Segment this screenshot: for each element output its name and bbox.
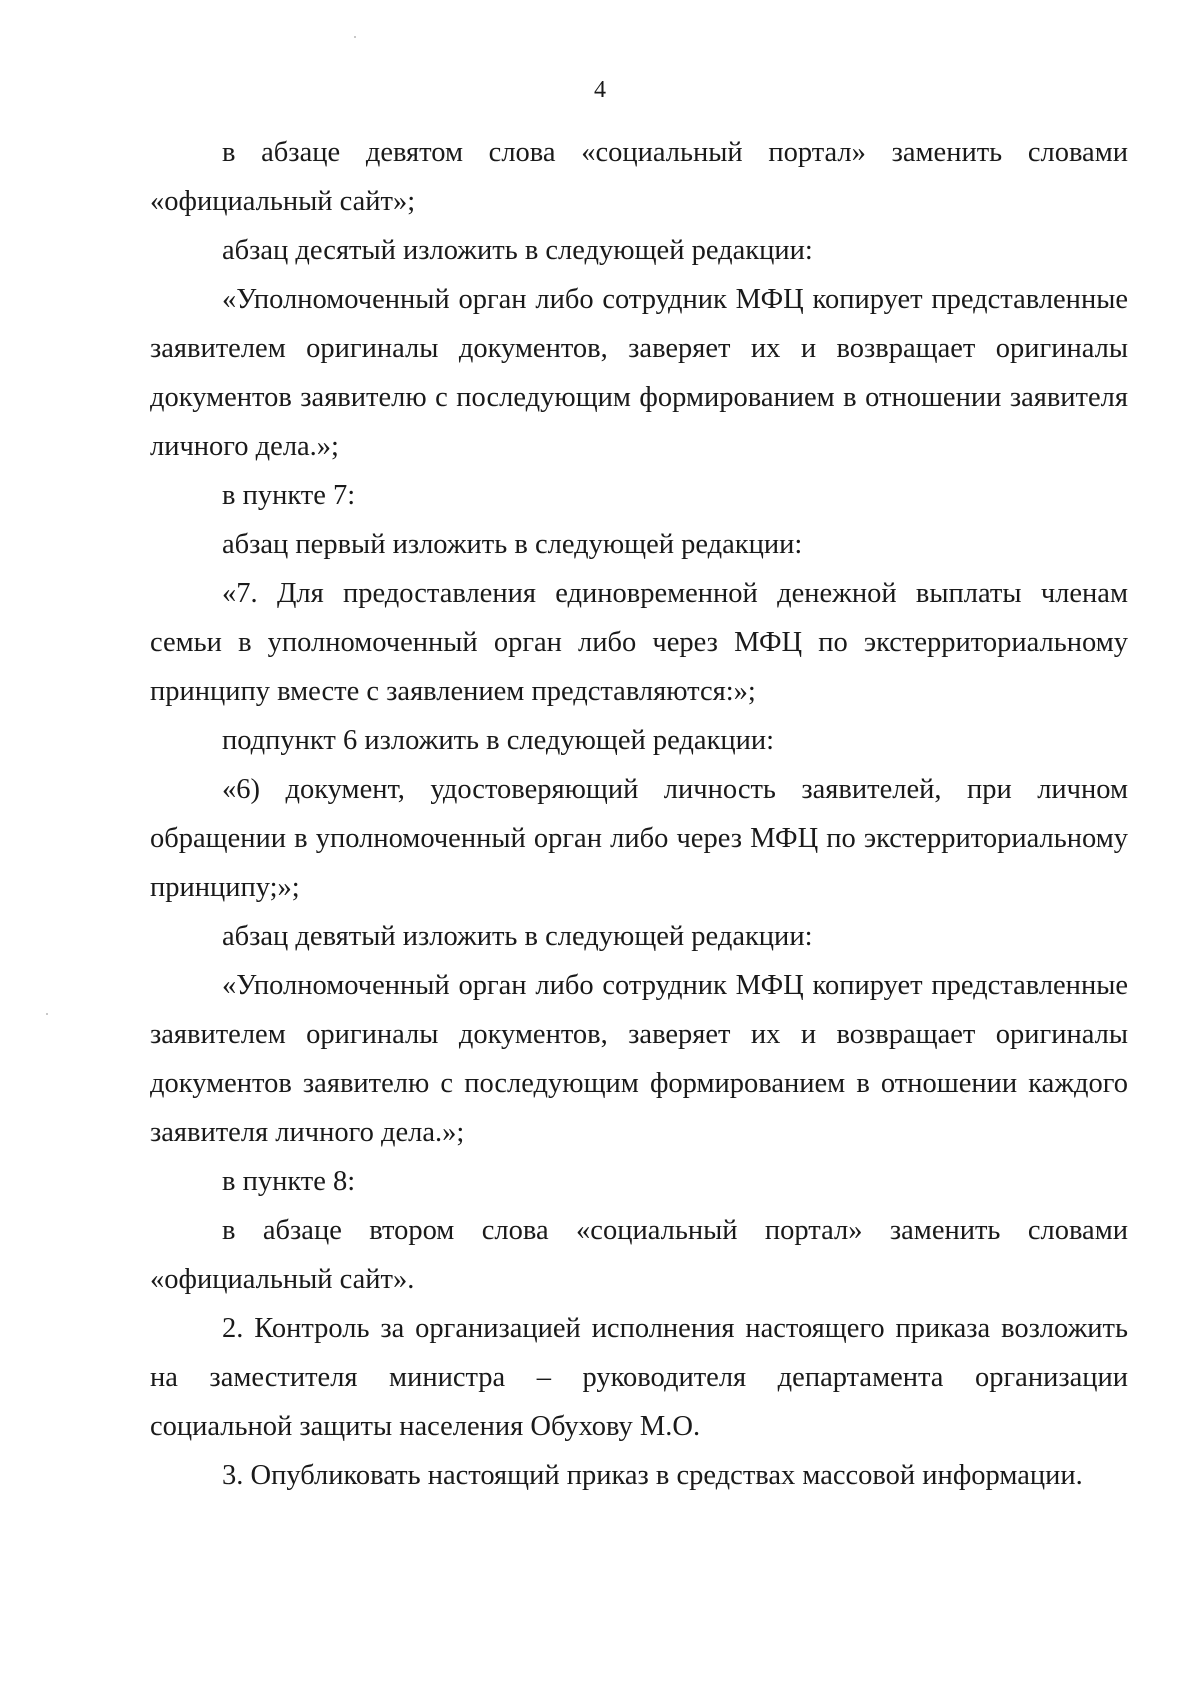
scan-speck-top <box>354 36 356 38</box>
paragraph-item-3-publish: 3. Опубликовать настоящий приказ в средствах массовой информации. <box>222 1460 1083 1491</box>
paragraph-tenth-subparagraph-intro: абзац десятый изложить в следующей редакции: <box>222 235 813 266</box>
paragraph-ninth-subparagraph-intro: абзац девятый изложить в следующей редакции: <box>222 921 813 952</box>
scan-speck-left <box>46 1013 48 1015</box>
paragraph-amend-ninth-subparagraph: в абзаце девятом слова «социальный портал» заменить словами «официальный сайт»; <box>150 137 1128 217</box>
paragraph-point-7-heading: в пункте 7: <box>222 480 356 511</box>
paragraph-quote-authorized-body: «Уполномоченный орган либо сотрудник МФЦ копирует представленные заявителем оригиналы документов, заверяет их и возвращает оригиналы документов заявителю с последующим формированием в отношении заявителя личного дела.»; <box>150 284 1128 462</box>
paragraph-subpoint-6-intro: подпункт 6 изложить в следующей редакции: <box>222 725 775 756</box>
paragraph-quote-each-applicant: «Уполномоченный орган либо сотрудник МФЦ копирует представленные заявителем оригиналы документов, заверяет их и возвращает оригиналы документов заявителю с последующим формированием в отношении каждого заявителя личного дела.»; <box>150 970 1128 1148</box>
paragraph-item-2-control: 2. Контроль за организацией исполнения настоящего приказа возложить на заместителя министра – руководителя департамента организации социальной защиты населения Обухову М.О. <box>150 1313 1128 1442</box>
paragraph-quote-point-7: «7. Для предоставления единовременной денежной выплаты членам семьи в уполномоченный орган либо через МФЦ по экстерриториальному принципу вместе с заявлением представляются:»; <box>150 578 1128 707</box>
document-body <box>150 128 1128 1500</box>
paragraph-first-subparagraph-intro: абзац первый изложить в следующей редакции: <box>222 529 803 560</box>
paragraph-amend-second-subparagraph: в абзаце втором слова «социальный портал» заменить словами «официальный сайт». <box>150 1215 1128 1295</box>
page-number: 4 <box>594 77 606 103</box>
paragraph-quote-subpoint-6: «6) документ, удостоверяющий личность заявителей, при личном обращении в уполномоченный орган либо через МФЦ по экстерриториальному принципу;»; <box>150 774 1128 903</box>
paragraph-point-8-heading: в пункте 8: <box>222 1166 356 1197</box>
